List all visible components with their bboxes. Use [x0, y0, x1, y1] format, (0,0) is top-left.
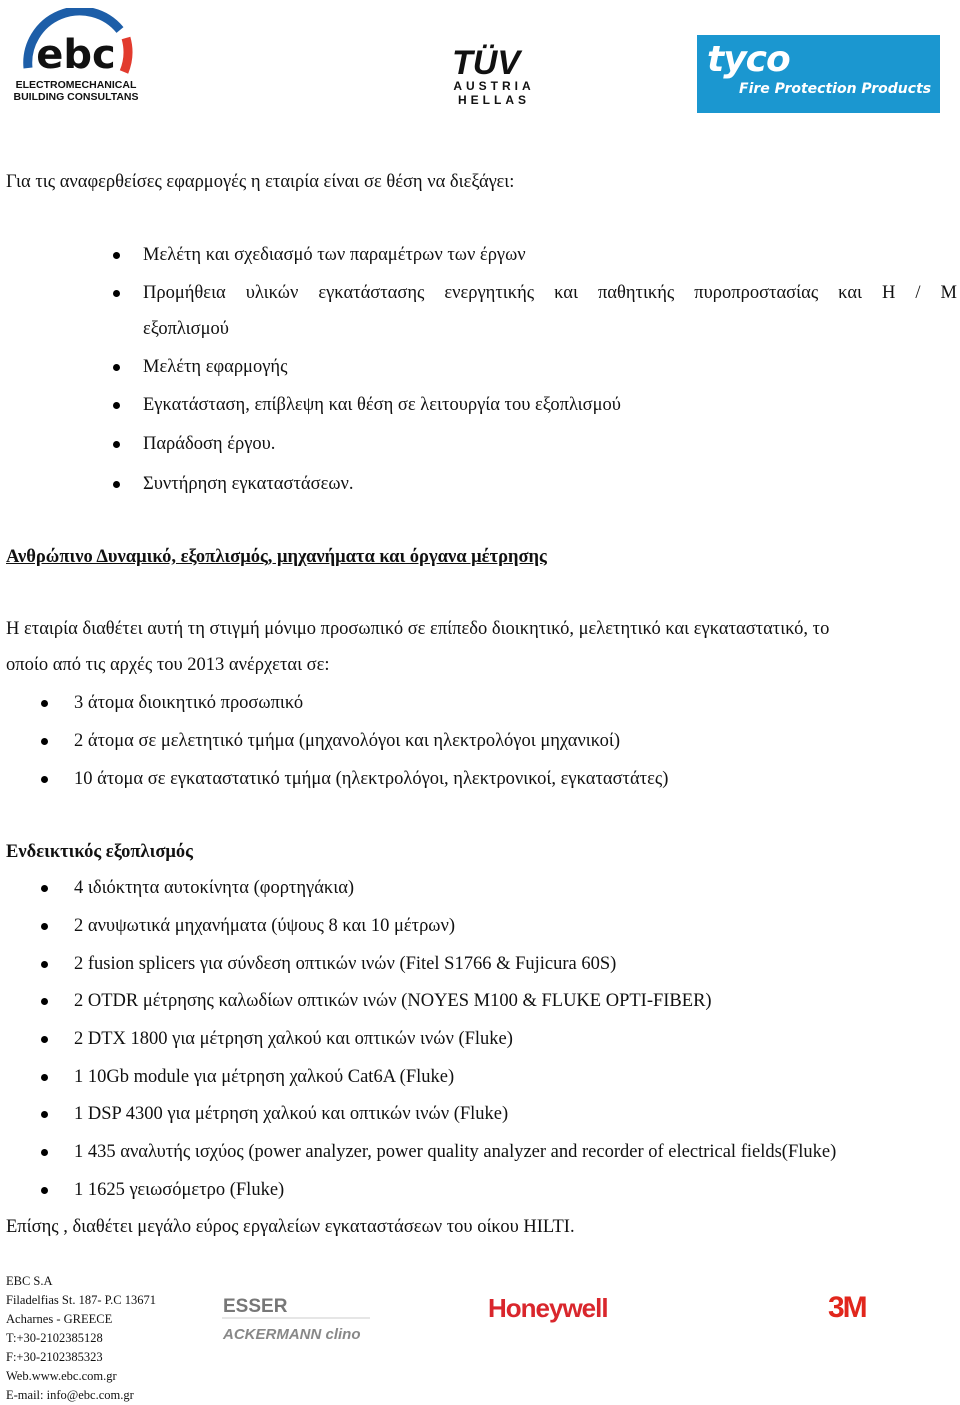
bullet-icon — [41, 961, 48, 968]
bullet-icon — [41, 1187, 48, 1194]
ebc-logo-line1: ELECTROMECHANICAL — [15, 79, 137, 91]
bullet-icon — [113, 364, 120, 371]
list-item: 2 fusion splicers για σύνδεση οπτικών ινών (Fitel S1766 & Fujicura 60S) — [74, 954, 617, 974]
tyco-logo — [697, 35, 940, 113]
list-item: Μελέτη εφαρμογής — [143, 357, 288, 377]
footer-fax: F:+30-2102385323 — [6, 1350, 103, 1364]
footer-email[interactable]: E-mail: info@ebc.com.gr — [6, 1388, 134, 1402]
tyco-logo-name: tyco — [707, 39, 790, 80]
list-item: 3 άτομα διοικητικό προσωπικό — [74, 693, 304, 713]
esser-ackermann-logo — [220, 1290, 372, 1346]
footer-company-name: EBC S.A — [6, 1274, 53, 1288]
list-item: Παράδοση έργου. — [143, 434, 276, 454]
3m-logo: 3M — [828, 1291, 866, 1324]
bullet-icon — [113, 481, 120, 488]
list-item: 1 1625 γειωσόμετρο (Fluke) — [74, 1180, 285, 1200]
tuv-logo-name: TÜV — [452, 44, 520, 82]
ebc-logo-icon — [14, 8, 144, 120]
honeywell-logo: Honeywell — [488, 1293, 608, 1323]
bullet-icon — [41, 998, 48, 1005]
bullet-icon — [41, 738, 48, 745]
bullet-icon — [113, 290, 120, 297]
list-item: 1 435 αναλυτής ισχύος (power analyzer, power quality analyzer and recorder of electrical fields(Fluke) — [74, 1142, 837, 1162]
tuv-logo-line2: HELLAS — [458, 93, 530, 107]
footer-web[interactable]: Web.www.ebc.com.gr — [6, 1369, 117, 1383]
list-item: 2 OTDR μέτρησης καλωδίων οπτικών ινών (NOYES M100 & FLUKE OPTI-FIBER) — [74, 991, 712, 1011]
list-item: 10 άτομα σε εγκαταστατικό τμήμα (ηλεκτρολόγοι, ηλεκτρονικοί, εγκαταστάτες) — [74, 769, 669, 789]
ackermann-logo-name: ACKERMANN clino — [223, 1326, 361, 1343]
bullet-icon — [41, 1074, 48, 1081]
tyco-logo-tagline: Fire Protection Products — [739, 81, 932, 97]
ebc-logo-line2: BUILDING CONSULTANS — [14, 91, 139, 103]
bullet-icon — [113, 402, 120, 409]
list-item-continued: εξοπλισμού — [143, 319, 229, 339]
bullet-icon — [41, 885, 48, 892]
tuv-logo-line1: AUSTRIA — [453, 79, 535, 93]
footer-address: Filadelfias St. 187- P.C 13671 — [6, 1293, 157, 1307]
bullet-icon — [113, 252, 120, 259]
esser-logo-name: ESSER — [223, 1296, 288, 1317]
list-item: 2 άτομα σε μελετητικό τμήμα (μηχανολόγοι και ηλεκτρολόγοι μηχανικοί) — [74, 731, 621, 751]
list-item: Συντήρηση εγκαταστάσεων. — [143, 474, 354, 494]
list-item: 1 10Gb module για μέτρηση χαλκού Cat6A (Fluke) — [74, 1067, 455, 1087]
personnel-heading: Ανθρώπινο Δυναμικό, εξοπλισμός, μηχανήματα και όργανα μέτρησης — [6, 547, 547, 567]
ebc-logo — [14, 8, 144, 120]
bullet-icon — [41, 700, 48, 707]
bullet-icon — [41, 1149, 48, 1156]
personnel-paragraph-line1: Η εταιρία διαθέτει αυτή τη στιγμή μόνιμο προσωπικό σε επίπεδο διοικητικό, μελετητικό και εγκαταστατικό, το — [6, 619, 830, 639]
equipment-heading: Ενδεικτικός εξοπλισμός — [6, 842, 193, 862]
list-item: 1 DSP 4300 για μέτρηση χαλκού και οπτικών ινών (Fluke) — [74, 1104, 509, 1124]
list-item: Προμήθεια υλικών εγκατάστασης ενεργητικής και παθητικής πυροπροστασίας και Η / Μ — [143, 283, 957, 303]
esser-logo-icon — [220, 1290, 372, 1346]
list-item: 4 ιδιόκτητα αυτοκίνητα (φορτηγάκια) — [74, 878, 355, 898]
bullet-icon — [41, 776, 48, 783]
list-item: 2 DTX 1800 για μέτρηση χαλκού και οπτικών ινών (Fluke) — [74, 1029, 513, 1049]
tuv-logo-icon — [448, 40, 540, 108]
footer-city: Acharnes - GREECE — [6, 1312, 113, 1326]
intro-text: Για τις αναφερθείσες εφαρμογές η εταιρία είναι σε θέση να διεξάγει: — [6, 172, 515, 192]
bullet-icon — [41, 1111, 48, 1118]
personnel-paragraph-line2: οποίο από τις αρχές του 2013 ανέρχεται σε: — [6, 655, 330, 675]
bullet-icon — [41, 923, 48, 930]
bullet-icon — [113, 441, 120, 448]
equipment-closing: Επίσης , διαθέτει μεγάλο εύρος εργαλείων εγκαταστάσεων του οίκου HILTI. — [6, 1217, 575, 1237]
list-item: Μελέτη και σχεδιασμό των παραμέτρων των έργων — [143, 245, 526, 265]
tuv-logo — [448, 40, 540, 108]
footer-phone: T:+30-2102385128 — [6, 1331, 103, 1345]
bullet-icon — [41, 1036, 48, 1043]
ebc-logo-name: ebc — [36, 32, 116, 78]
list-item: Εγκατάσταση, επίβλεψη και θέση σε λειτουργία του εξοπλισμού — [143, 395, 621, 415]
list-item: 2 ανυψωτικά μηχανήματα (ύψους 8 και 10 μέτρων) — [74, 916, 456, 936]
